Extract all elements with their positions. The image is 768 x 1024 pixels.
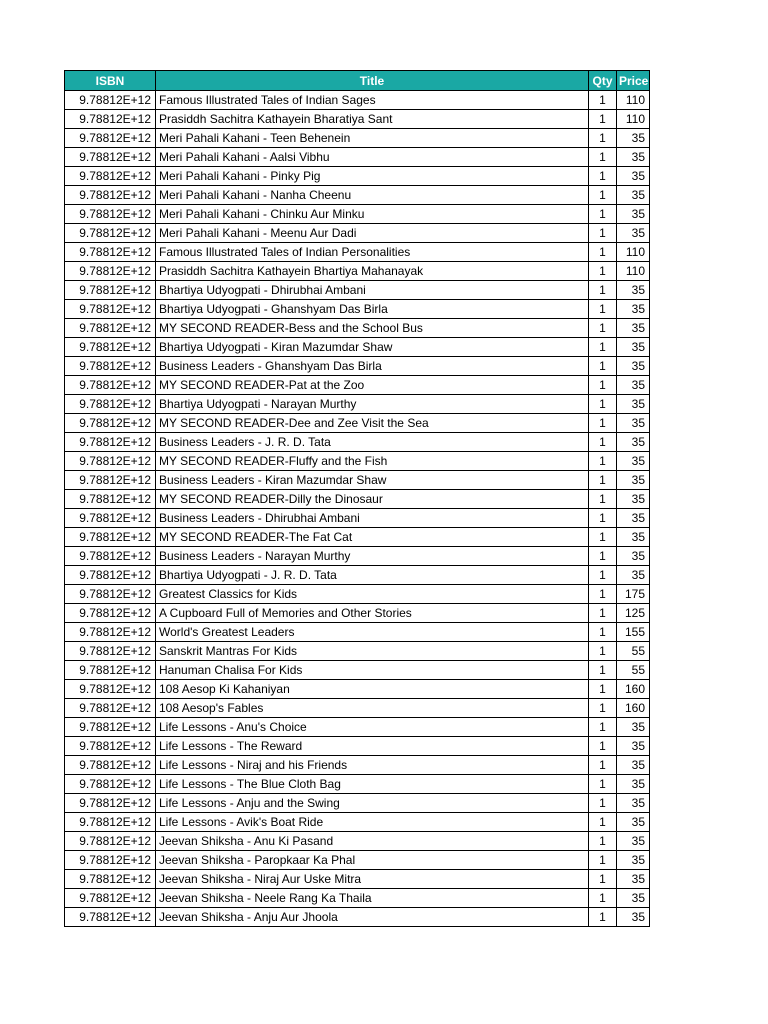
cell-title: Hanuman Chalisa For Kids [156, 661, 589, 680]
cell-price: 35 [617, 148, 650, 167]
cell-isbn: 9.78812E+12 [65, 243, 156, 262]
cell-isbn: 9.78812E+12 [65, 91, 156, 110]
cell-price: 35 [617, 433, 650, 452]
cell-isbn: 9.78812E+12 [65, 433, 156, 452]
cell-isbn: 9.78812E+12 [65, 509, 156, 528]
table-row [65, 832, 650, 851]
cell-price: 35 [617, 319, 650, 338]
cell-price: 35 [617, 490, 650, 509]
table-row [65, 91, 650, 110]
cell-qty: 1 [589, 680, 617, 699]
cell-qty: 1 [589, 395, 617, 414]
cell-price: 35 [617, 452, 650, 471]
cell-qty: 1 [589, 224, 617, 243]
cell-title: MY SECOND READER-Bess and the School Bus [156, 319, 589, 338]
cell-qty: 1 [589, 129, 617, 148]
cell-title: Business Leaders - Ghanshyam Das Birla [156, 357, 589, 376]
cell-price: 35 [617, 300, 650, 319]
cell-price: 110 [617, 243, 650, 262]
cell-isbn: 9.78812E+12 [65, 566, 156, 585]
cell-title: Jeevan Shiksha - Neele Rang Ka Thaila [156, 889, 589, 908]
cell-qty: 1 [589, 908, 617, 927]
table-row [65, 756, 650, 775]
cell-isbn: 9.78812E+12 [65, 737, 156, 756]
cell-title: Business Leaders - Dhirubhai Ambani [156, 509, 589, 528]
table-row [65, 680, 650, 699]
cell-isbn: 9.78812E+12 [65, 813, 156, 832]
cell-isbn: 9.78812E+12 [65, 129, 156, 148]
table-row [65, 528, 650, 547]
cell-title: Greatest Classics for Kids [156, 585, 589, 604]
cell-qty: 1 [589, 319, 617, 338]
table-row [65, 300, 650, 319]
cell-qty: 1 [589, 642, 617, 661]
cell-isbn: 9.78812E+12 [65, 357, 156, 376]
cell-price: 35 [617, 832, 650, 851]
cell-price: 35 [617, 357, 650, 376]
cell-qty: 1 [589, 699, 617, 718]
cell-qty: 1 [589, 528, 617, 547]
cell-isbn: 9.78812E+12 [65, 148, 156, 167]
cell-title: MY SECOND READER-Fluffy and the Fish [156, 452, 589, 471]
cell-qty: 1 [589, 509, 617, 528]
cell-qty: 1 [589, 718, 617, 737]
cell-title: Bhartiya Udyogpati - Narayan Murthy [156, 395, 589, 414]
cell-price: 35 [617, 889, 650, 908]
cell-qty: 1 [589, 623, 617, 642]
table-row [65, 148, 650, 167]
table-row [65, 357, 650, 376]
book-list-table [64, 70, 650, 927]
cell-price: 35 [617, 224, 650, 243]
table-row [65, 775, 650, 794]
cell-qty: 1 [589, 566, 617, 585]
cell-price: 35 [617, 813, 650, 832]
cell-qty: 1 [589, 262, 617, 281]
cell-title: MY SECOND READER-Dee and Zee Visit the Sea [156, 414, 589, 433]
cell-isbn: 9.78812E+12 [65, 642, 156, 661]
cell-qty: 1 [589, 167, 617, 186]
table-row [65, 395, 650, 414]
cell-isbn: 9.78812E+12 [65, 490, 156, 509]
cell-title: Meri Pahali Kahani - Pinky Pig [156, 167, 589, 186]
table-row [65, 718, 650, 737]
cell-isbn: 9.78812E+12 [65, 604, 156, 623]
cell-price: 160 [617, 680, 650, 699]
cell-title: MY SECOND READER-The Fat Cat [156, 528, 589, 547]
cell-qty: 1 [589, 414, 617, 433]
cell-qty: 1 [589, 889, 617, 908]
cell-isbn: 9.78812E+12 [65, 110, 156, 129]
cell-price: 35 [617, 205, 650, 224]
table-row [65, 414, 650, 433]
cell-isbn: 9.78812E+12 [65, 680, 156, 699]
cell-qty: 1 [589, 471, 617, 490]
cell-price: 35 [617, 718, 650, 737]
cell-isbn: 9.78812E+12 [65, 452, 156, 471]
cell-title: Bhartiya Udyogpati - Kiran Mazumdar Shaw [156, 338, 589, 357]
cell-price: 35 [617, 737, 650, 756]
table-row [65, 547, 650, 566]
table-row [65, 737, 650, 756]
cell-title: Jeevan Shiksha - Anju Aur Jhoola [156, 908, 589, 927]
cell-isbn: 9.78812E+12 [65, 870, 156, 889]
cell-isbn: 9.78812E+12 [65, 623, 156, 642]
cell-price: 35 [617, 794, 650, 813]
cell-price: 35 [617, 870, 650, 889]
cell-price: 35 [617, 509, 650, 528]
cell-title: Business Leaders - Narayan Murthy [156, 547, 589, 566]
cell-price: 155 [617, 623, 650, 642]
cell-qty: 1 [589, 661, 617, 680]
cell-isbn: 9.78812E+12 [65, 376, 156, 395]
cell-price: 35 [617, 756, 650, 775]
table-row [65, 908, 650, 927]
cell-price: 110 [617, 91, 650, 110]
cell-title: MY SECOND READER-Pat at the Zoo [156, 376, 589, 395]
table-row [65, 566, 650, 585]
cell-isbn: 9.78812E+12 [65, 851, 156, 870]
cell-qty: 1 [589, 110, 617, 129]
cell-title: Meri Pahali Kahani - Meenu Aur Dadi [156, 224, 589, 243]
cell-price: 35 [617, 414, 650, 433]
table-row [65, 167, 650, 186]
cell-qty: 1 [589, 737, 617, 756]
cell-price: 35 [617, 281, 650, 300]
cell-title: Bhartiya Udyogpati - J. R. D. Tata [156, 566, 589, 585]
cell-title: Jeevan Shiksha - Paropkaar Ka Phal [156, 851, 589, 870]
cell-qty: 1 [589, 281, 617, 300]
cell-isbn: 9.78812E+12 [65, 756, 156, 775]
cell-title: Jeevan Shiksha - Anu Ki Pasand [156, 832, 589, 851]
cell-price: 35 [617, 186, 650, 205]
cell-price: 35 [617, 376, 650, 395]
cell-title: Prasiddh Sachitra Kathayein Bhartiya Mahanayak [156, 262, 589, 281]
table-row [65, 509, 650, 528]
cell-title: Jeevan Shiksha - Niraj Aur Uske Mitra [156, 870, 589, 889]
column-header-title: Title [156, 71, 589, 91]
cell-qty: 1 [589, 433, 617, 452]
table-row [65, 224, 650, 243]
cell-title: Meri Pahali Kahani - Teen Behenein [156, 129, 589, 148]
cell-price: 35 [617, 528, 650, 547]
cell-qty: 1 [589, 851, 617, 870]
table-row [65, 129, 650, 148]
table-row [65, 319, 650, 338]
cell-price: 35 [617, 908, 650, 927]
table-row [65, 794, 650, 813]
cell-title: Sanskrit Mantras For Kids [156, 642, 589, 661]
cell-title: Life Lessons - Niraj and his Friends [156, 756, 589, 775]
cell-title: Life Lessons - The Reward [156, 737, 589, 756]
table-row [65, 889, 650, 908]
cell-isbn: 9.78812E+12 [65, 528, 156, 547]
cell-price: 35 [617, 566, 650, 585]
cell-price: 35 [617, 547, 650, 566]
cell-price: 35 [617, 167, 650, 186]
cell-qty: 1 [589, 775, 617, 794]
cell-title: Prasiddh Sachitra Kathayein Bharatiya Sant [156, 110, 589, 129]
table-row [65, 376, 650, 395]
book-price-sheet [64, 70, 650, 927]
table-row [65, 281, 650, 300]
column-header-isbn: ISBN [65, 71, 156, 91]
cell-isbn: 9.78812E+12 [65, 718, 156, 737]
cell-qty: 1 [589, 300, 617, 319]
cell-isbn: 9.78812E+12 [65, 300, 156, 319]
cell-isbn: 9.78812E+12 [65, 699, 156, 718]
cell-price: 110 [617, 110, 650, 129]
cell-price: 35 [617, 395, 650, 414]
cell-isbn: 9.78812E+12 [65, 319, 156, 338]
cell-qty: 1 [589, 452, 617, 471]
cell-price: 35 [617, 851, 650, 870]
cell-qty: 1 [589, 148, 617, 167]
cell-price: 125 [617, 604, 650, 623]
cell-title: Bhartiya Udyogpati - Ghanshyam Das Birla [156, 300, 589, 319]
cell-qty: 1 [589, 585, 617, 604]
cell-title: Life Lessons - The Blue Cloth Bag [156, 775, 589, 794]
cell-title: Meri Pahali Kahani - Aalsi Vibhu [156, 148, 589, 167]
cell-isbn: 9.78812E+12 [65, 205, 156, 224]
table-row [65, 642, 650, 661]
cell-qty: 1 [589, 91, 617, 110]
cell-isbn: 9.78812E+12 [65, 262, 156, 281]
cell-qty: 1 [589, 547, 617, 566]
table-body [65, 91, 650, 927]
cell-isbn: 9.78812E+12 [65, 281, 156, 300]
cell-title: Famous Illustrated Tales of Indian Sages [156, 91, 589, 110]
table-row [65, 471, 650, 490]
table-row [65, 338, 650, 357]
cell-isbn: 9.78812E+12 [65, 395, 156, 414]
cell-title: Meri Pahali Kahani - Chinku Aur Minku [156, 205, 589, 224]
cell-price: 55 [617, 642, 650, 661]
table-row [65, 205, 650, 224]
cell-qty: 1 [589, 338, 617, 357]
table-row [65, 243, 650, 262]
table-row [65, 813, 650, 832]
cell-title: Life Lessons - Anju and the Swing [156, 794, 589, 813]
cell-qty: 1 [589, 186, 617, 205]
cell-isbn: 9.78812E+12 [65, 585, 156, 604]
cell-qty: 1 [589, 794, 617, 813]
cell-price: 35 [617, 338, 650, 357]
cell-qty: 1 [589, 357, 617, 376]
cell-price: 35 [617, 471, 650, 490]
cell-isbn: 9.78812E+12 [65, 167, 156, 186]
cell-title: MY SECOND READER-Dilly the Dinosaur [156, 490, 589, 509]
cell-qty: 1 [589, 376, 617, 395]
cell-title: Life Lessons - Anu's Choice [156, 718, 589, 737]
cell-isbn: 9.78812E+12 [65, 471, 156, 490]
table-row [65, 699, 650, 718]
cell-isbn: 9.78812E+12 [65, 338, 156, 357]
cell-title: Meri Pahali Kahani - Nanha Cheenu [156, 186, 589, 205]
cell-qty: 1 [589, 813, 617, 832]
table-row [65, 585, 650, 604]
cell-isbn: 9.78812E+12 [65, 889, 156, 908]
table-header-row [65, 71, 650, 91]
cell-title: 108 Aesop's Fables [156, 699, 589, 718]
cell-qty: 1 [589, 243, 617, 262]
table-row [65, 604, 650, 623]
cell-title: Famous Illustrated Tales of Indian Personalities [156, 243, 589, 262]
cell-isbn: 9.78812E+12 [65, 661, 156, 680]
cell-price: 110 [617, 262, 650, 281]
cell-title: World's Greatest Leaders [156, 623, 589, 642]
column-header-price: Price [617, 71, 650, 91]
cell-price: 35 [617, 129, 650, 148]
cell-isbn: 9.78812E+12 [65, 775, 156, 794]
table-row [65, 262, 650, 281]
cell-isbn: 9.78812E+12 [65, 414, 156, 433]
cell-isbn: 9.78812E+12 [65, 224, 156, 243]
cell-qty: 1 [589, 756, 617, 775]
table-row [65, 433, 650, 452]
cell-qty: 1 [589, 490, 617, 509]
cell-price: 35 [617, 775, 650, 794]
cell-isbn: 9.78812E+12 [65, 832, 156, 851]
cell-isbn: 9.78812E+12 [65, 908, 156, 927]
cell-isbn: 9.78812E+12 [65, 547, 156, 566]
cell-qty: 1 [589, 604, 617, 623]
cell-isbn: 9.78812E+12 [65, 794, 156, 813]
cell-qty: 1 [589, 870, 617, 889]
table-row [65, 623, 650, 642]
table-row [65, 452, 650, 471]
table-row [65, 110, 650, 129]
cell-price: 175 [617, 585, 650, 604]
column-header-qty: Qty [589, 71, 617, 91]
cell-qty: 1 [589, 832, 617, 851]
cell-title: Bhartiya Udyogpati - Dhirubhai Ambani [156, 281, 589, 300]
table-row [65, 490, 650, 509]
cell-title: A Cupboard Full of Memories and Other Stories [156, 604, 589, 623]
table-row [65, 870, 650, 889]
cell-price: 160 [617, 699, 650, 718]
cell-title: Life Lessons - Avik's Boat Ride [156, 813, 589, 832]
cell-title: 108 Aesop Ki Kahaniyan [156, 680, 589, 699]
cell-qty: 1 [589, 205, 617, 224]
cell-isbn: 9.78812E+12 [65, 186, 156, 205]
cell-title: Business Leaders - J. R. D. Tata [156, 433, 589, 452]
table-row [65, 661, 650, 680]
table-row [65, 186, 650, 205]
cell-title: Business Leaders - Kiran Mazumdar Shaw [156, 471, 589, 490]
table-row [65, 851, 650, 870]
cell-price: 55 [617, 661, 650, 680]
